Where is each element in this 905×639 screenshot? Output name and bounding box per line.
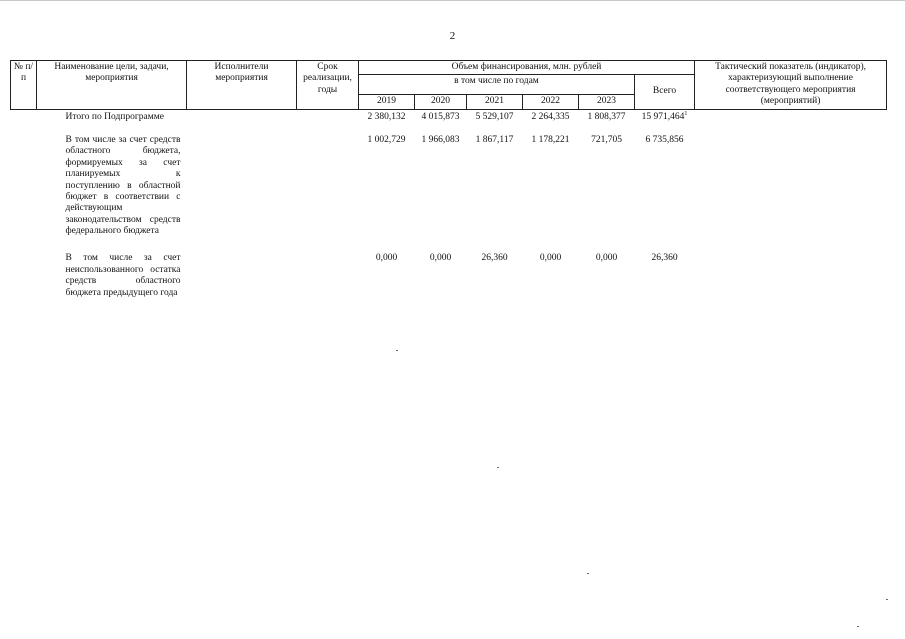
header-number: № п/п [11,61,37,110]
table-row [11,135,887,238]
cell-value: 0,000 [375,253,398,264]
cell-value: 1 002,729 [367,134,406,145]
row-label: Итого по Подпрограмме [65,111,164,122]
cell-value: 0,000 [539,253,562,264]
scan-speck [396,350,398,351]
scan-speck [857,626,859,627]
cell-value: 1 966,083 [421,134,460,145]
total-value: 15 971,464 [641,111,685,122]
cell-value: 2 380,132 [367,111,406,122]
cell-value: 1 867,117 [475,134,514,145]
cell-total: 6 735,856 [645,134,684,145]
header-volume: Объем финансирования, млн. рублей [359,61,695,75]
cell-value: 1 808,377 [587,111,626,122]
header-term: Срок реализации, годы [297,61,359,110]
scan-speck [886,599,888,600]
header-name: Наименование цели, задачи, мероприятия [37,61,187,110]
header-total: Всего [635,75,695,109]
header-year: 2019 [359,95,415,109]
cell-value: 0,000 [595,253,618,264]
header-executors: Исполнители мероприятия [187,61,297,110]
cell-total: 26,360 [651,253,678,264]
row-label: В том числе за счет неиспользованного остатка средств областного бюджета предыдущего года [65,253,181,298]
header-year: 2020 [415,95,467,109]
scan-speck [497,467,499,468]
cell-value: 721,705 [591,134,622,145]
page-number: 2 [449,30,456,42]
cell-total [635,109,695,123]
header-by-years: в том числе по годам [359,75,635,95]
table-row [11,109,887,123]
cell-value: 0,000 [429,253,452,264]
financing-table [10,60,887,299]
page-top-rule [0,0,905,1]
cell-value: 4 015,873 [421,111,460,122]
scan-speck [587,573,589,574]
header-year: 2023 [579,95,635,109]
row-label: В том числе за счет средств областного бюджета, формируемых за счет планируемых к поступлению в областной бюджет в соответствии с действующим законодательством средств федерального бюджета [65,134,181,237]
cell-value: 1 178,221 [531,134,570,145]
footnote-mark: 1 [684,110,688,117]
table-row [11,253,887,299]
header-indicator: Тактический показатель (индикатор), характеризующий выполнение соответствующего мероприятия (мероприятий) [695,61,887,110]
cell-value: 26,360 [481,253,508,264]
cell-value: 2 264,335 [531,111,570,122]
header-year: 2022 [523,95,579,109]
cell-value: 5 529,107 [475,111,514,122]
header-year: 2021 [467,95,523,109]
